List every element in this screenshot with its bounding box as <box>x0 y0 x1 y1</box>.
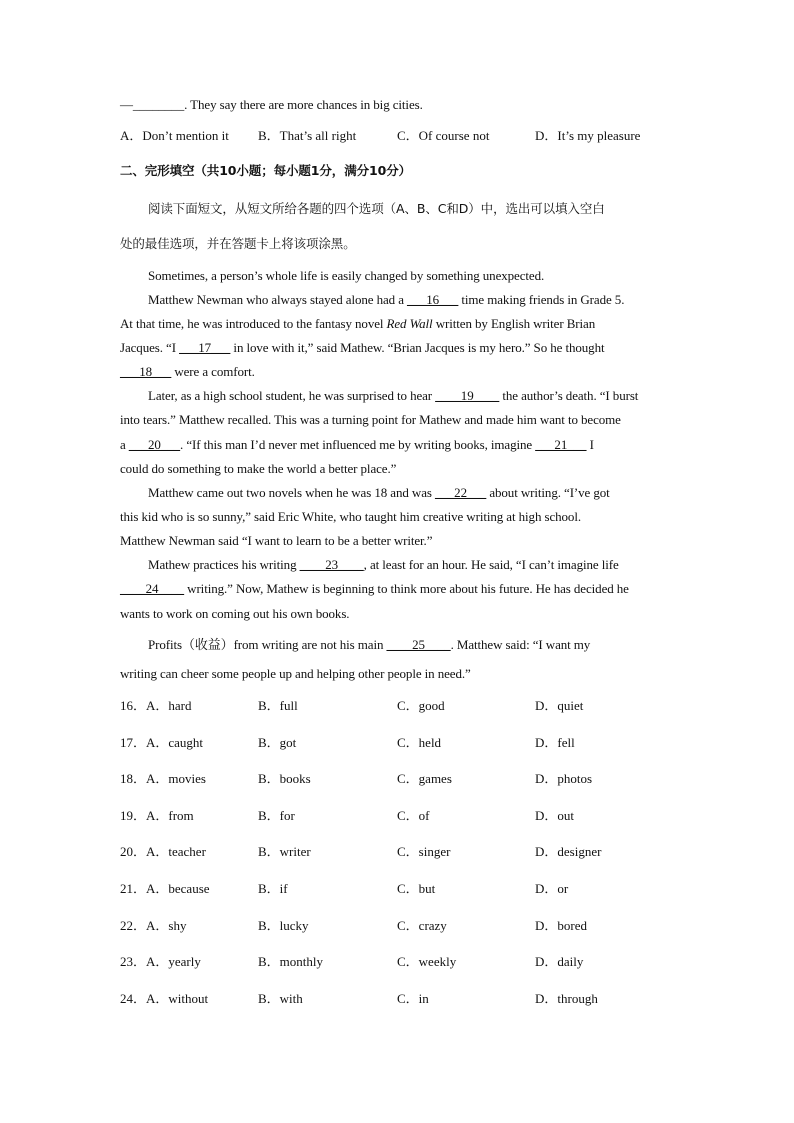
question-row <box>120 878 680 896</box>
section-instruction-2: 处的最佳选项，并在答题卡上将该项涂黑。 <box>120 236 356 251</box>
option-c: C．of <box>397 807 430 823</box>
blank-16: ___16___ <box>407 292 459 307</box>
option-a: 21．A．because <box>120 881 210 896</box>
option-c: C．good <box>397 698 445 713</box>
blank-17: ___17___ <box>179 340 231 355</box>
option-b: B．got <box>258 734 297 750</box>
blank-25: ____25____ <box>386 637 451 652</box>
option-b: B．That’s all right <box>258 128 357 143</box>
option-a: 19．A．from <box>120 807 194 823</box>
text: Matthew came out two novels when he was 18 and was <box>148 485 435 500</box>
blank-22: ___22___ <box>434 485 487 500</box>
text: written by English writer Brian <box>432 316 596 331</box>
question-row <box>120 695 680 713</box>
option-c: C．held <box>397 734 442 750</box>
blank-18: ___18___ <box>120 364 172 379</box>
question-row <box>120 768 680 786</box>
question-options <box>120 125 680 143</box>
text: Later, as a high school student, he was surprised to hear <box>148 388 436 403</box>
option-b: B．if <box>258 881 288 896</box>
text: . Matthew said: “I want my <box>450 637 591 652</box>
passage-line: Matthew Newman said “I want to learn to be a better writer.” <box>120 533 433 548</box>
option-b: B．books <box>258 771 311 787</box>
question-row <box>120 805 680 823</box>
text: the author’s death. “I burst <box>499 388 639 403</box>
option-c: C．weekly <box>397 954 457 970</box>
passage-line <box>148 485 610 501</box>
option-a: 16．A．hard <box>120 698 192 713</box>
option-b: B．writer <box>258 844 311 860</box>
passage-line <box>120 364 255 380</box>
passage-line <box>148 557 619 573</box>
option-a: 22．A．shy <box>120 917 187 933</box>
question-row <box>120 988 680 1006</box>
blank-20: ___20___ <box>128 437 181 452</box>
text: were a comfort. <box>171 364 255 379</box>
text: Matthew Newman who always stayed alone had a <box>148 292 408 307</box>
option-a: A．Don’t mention it <box>120 128 229 143</box>
blank-23: ____23____ <box>299 557 364 572</box>
text: At that time, he was introduced to the fantasy novel <box>120 316 387 331</box>
question-stem <box>120 97 423 113</box>
passage-line <box>148 634 590 653</box>
option-c: C．games <box>397 771 452 787</box>
text: Mathew practices his writing <box>148 557 300 572</box>
passage-line: could do something to make the world a better place.” <box>120 461 397 476</box>
option-d: D．or <box>535 881 569 896</box>
passage-line: into tears.” Matthew recalled. This was a turning point for Mathew and made him want to become <box>120 412 621 427</box>
question-row <box>120 732 680 750</box>
question-row <box>120 915 680 933</box>
blank-21: ___21___ <box>535 437 587 452</box>
passage-line: writing can cheer some people up and helping other people in need.” <box>120 666 471 681</box>
question-row <box>120 841 680 859</box>
passage-line <box>120 581 629 597</box>
option-d: D．out <box>535 807 575 823</box>
stem-blank: ________ <box>132 97 185 112</box>
option-b: B．lucky <box>258 917 309 933</box>
option-c: C．in <box>397 990 429 1006</box>
text: in love with it,” said Mathew. “Brian Jacques is my hero.” So he thought <box>230 340 605 355</box>
option-d: D．fell <box>535 734 575 750</box>
option-b: B．with <box>258 990 303 1006</box>
section-heading: 二、完形填空（共10小题；每小题1分，满分10分） <box>120 163 411 178</box>
blank-24: ____24____ <box>120 581 185 596</box>
option-d: D．bored <box>535 917 587 933</box>
passage-line <box>120 316 595 332</box>
option-c: C．crazy <box>397 917 447 933</box>
option-d: D．It’s my pleasure <box>535 128 641 143</box>
option-a: 18．A．movies <box>120 771 206 787</box>
text: Profits（收益）from writing are not his main <box>148 637 387 652</box>
option-a: 23．A．yearly <box>120 954 201 970</box>
text: , at least for an hour. He said, “I can’t imagine life <box>363 557 619 572</box>
passage-line <box>148 292 624 308</box>
option-a: 17．A．caught <box>120 734 204 750</box>
option-c: C．Of course not <box>397 128 490 143</box>
text: I <box>586 437 594 452</box>
text: a <box>120 437 129 452</box>
section-instruction-1: 阅读下面短文，从短文所给各题的四个选项（A、B、C和D）中，选出可以填入空白 <box>148 201 605 216</box>
text: Jacques. “I <box>120 340 180 355</box>
stem-prefix: — <box>120 97 133 112</box>
option-b: B．monthly <box>258 954 324 970</box>
stem-text: . They say there are more chances in big cities. <box>184 97 423 112</box>
option-a: 24．A．without <box>120 990 209 1006</box>
passage-line: this kid who is so sunny,” said Eric White, who taught him creative writing at high school. <box>120 509 581 524</box>
option-a: 20．A．teacher <box>120 844 206 860</box>
passage-line <box>148 388 638 404</box>
text: about writing. “I’ve got <box>486 485 610 500</box>
passage-line <box>120 340 604 356</box>
blank-19: ____19____ <box>435 388 500 403</box>
text: time making friends in Grade 5. <box>458 292 625 307</box>
option-c: C．but <box>397 881 436 896</box>
passage-line: Sometimes, a person’s whole life is easily changed by something unexpected. <box>148 268 545 283</box>
text: writing.” Now, Mathew is beginning to think more about his future. He has decided he <box>184 581 629 596</box>
option-d: D．photos <box>535 771 593 787</box>
text: . “If this man I’d never met influenced me by writing books, imagine <box>180 437 536 452</box>
option-d: D．designer <box>535 844 602 860</box>
option-d: D．quiet <box>535 698 584 713</box>
option-b: B．for <box>258 807 295 823</box>
novel-title: Red Wall <box>386 316 433 331</box>
option-c: C．singer <box>397 844 451 860</box>
option-d: D．daily <box>535 954 584 970</box>
passage-line <box>120 437 594 453</box>
passage-line: wants to work on coming out his own books. <box>120 606 350 621</box>
question-row <box>120 951 680 969</box>
option-d: D．through <box>535 990 598 1006</box>
option-b: B．full <box>258 698 298 713</box>
